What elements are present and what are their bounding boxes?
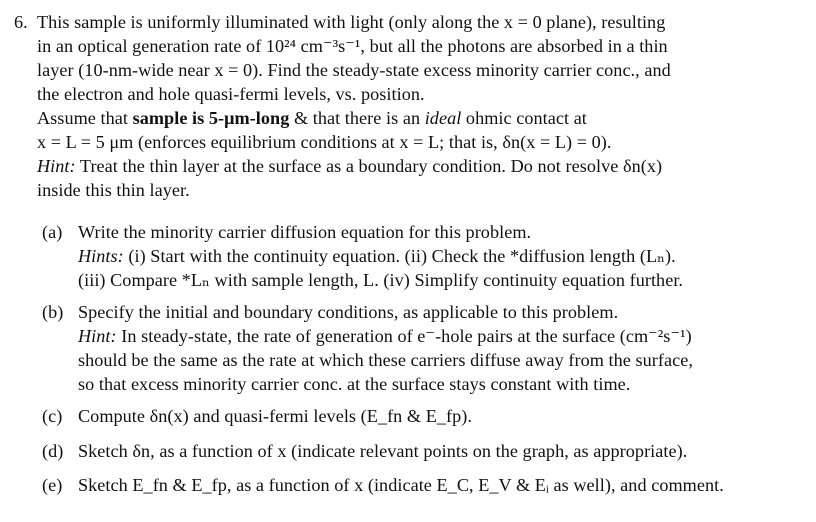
part-b-hint-line-1 [78,325,692,347]
part-a-hint-label: Hints: [78,246,124,266]
contact-line: x = L = 5 μm (enforces equilibrium conditions at x = L; that is, δn(x = L) = 0). [37,132,612,152]
part-b-hint-line-3: so that excess minority carrier conc. at the surface stays constant with time. [78,374,631,394]
assume-italic: ideal [424,108,462,128]
part-a-hint-text-1: (i) Start with the continuity equation. (ii) Check the *diffusion length (Lₙ). [123,246,676,266]
part-a-hint-line-1 [78,245,676,267]
part-b-hint-line-2: should be the same as the rate at which these carriers diffuse away from the surface, [78,350,693,370]
intro-line-2: in an optical generation rate of 10²⁴ cm⁻³s⁻¹, but all the photons are absorbed in a thin [37,36,668,56]
part-e-label: (e) [42,475,63,495]
part-a-label: (a) [42,222,63,242]
assume-prefix: Assume that [37,108,133,128]
intro-line-1: This sample is uniformly illuminated with light (only along the x = 0 plane), resulting [37,12,666,32]
hint-label: Hint: [37,156,76,176]
hint-line-1 [37,155,662,177]
part-b-hint-text-1: In steady-state, the rate of generation of e⁻-hole pairs at the surface (cm⁻²s⁻¹) [116,326,692,346]
part-b-hint-label: Hint: [78,326,117,346]
hint-text-1: Treat the thin layer at the surface as a boundary condition. Do not resolve δn(x) [75,156,663,176]
problem-number: 6. [14,12,28,32]
assume-suffix: ohmic contact at [461,108,587,128]
part-d-text: Sketch δn, as a function of x (indicate relevant points on the graph, as appropriate). [78,441,688,461]
part-b-label: (b) [42,302,64,322]
assume-line [37,107,587,129]
intro-line-4: the electron and hole quasi-fermi levels, vs. position. [37,84,425,104]
part-d-label: (d) [42,441,64,461]
intro-line-3: layer (10-nm-wide near x = 0). Find the steady-state excess minority carrier conc., and [37,60,671,80]
assume-mid: & that there is an [289,108,425,128]
part-a-text: Write the minority carrier diffusion equation for this problem. [78,222,532,242]
part-c-text: Compute δn(x) and quasi-fermi levels (E_fn & E_fp). [78,406,472,426]
part-a-hint-line-2: (iii) Compare *Lₙ with sample length, L. (iv) Simplify continuity equation further. [78,270,684,290]
part-c-label: (c) [42,406,63,426]
assume-bold: sample is 5-μm-long [132,108,290,128]
hint-line-2: inside this thin layer. [37,180,190,200]
part-b-text: Specify the initial and boundary conditions, as applicable to this problem. [78,302,619,322]
part-e-text: Sketch E_fn & E_fp, as a function of x (indicate E_C, E_V & Eᵢ as well), and comment. [78,475,724,495]
